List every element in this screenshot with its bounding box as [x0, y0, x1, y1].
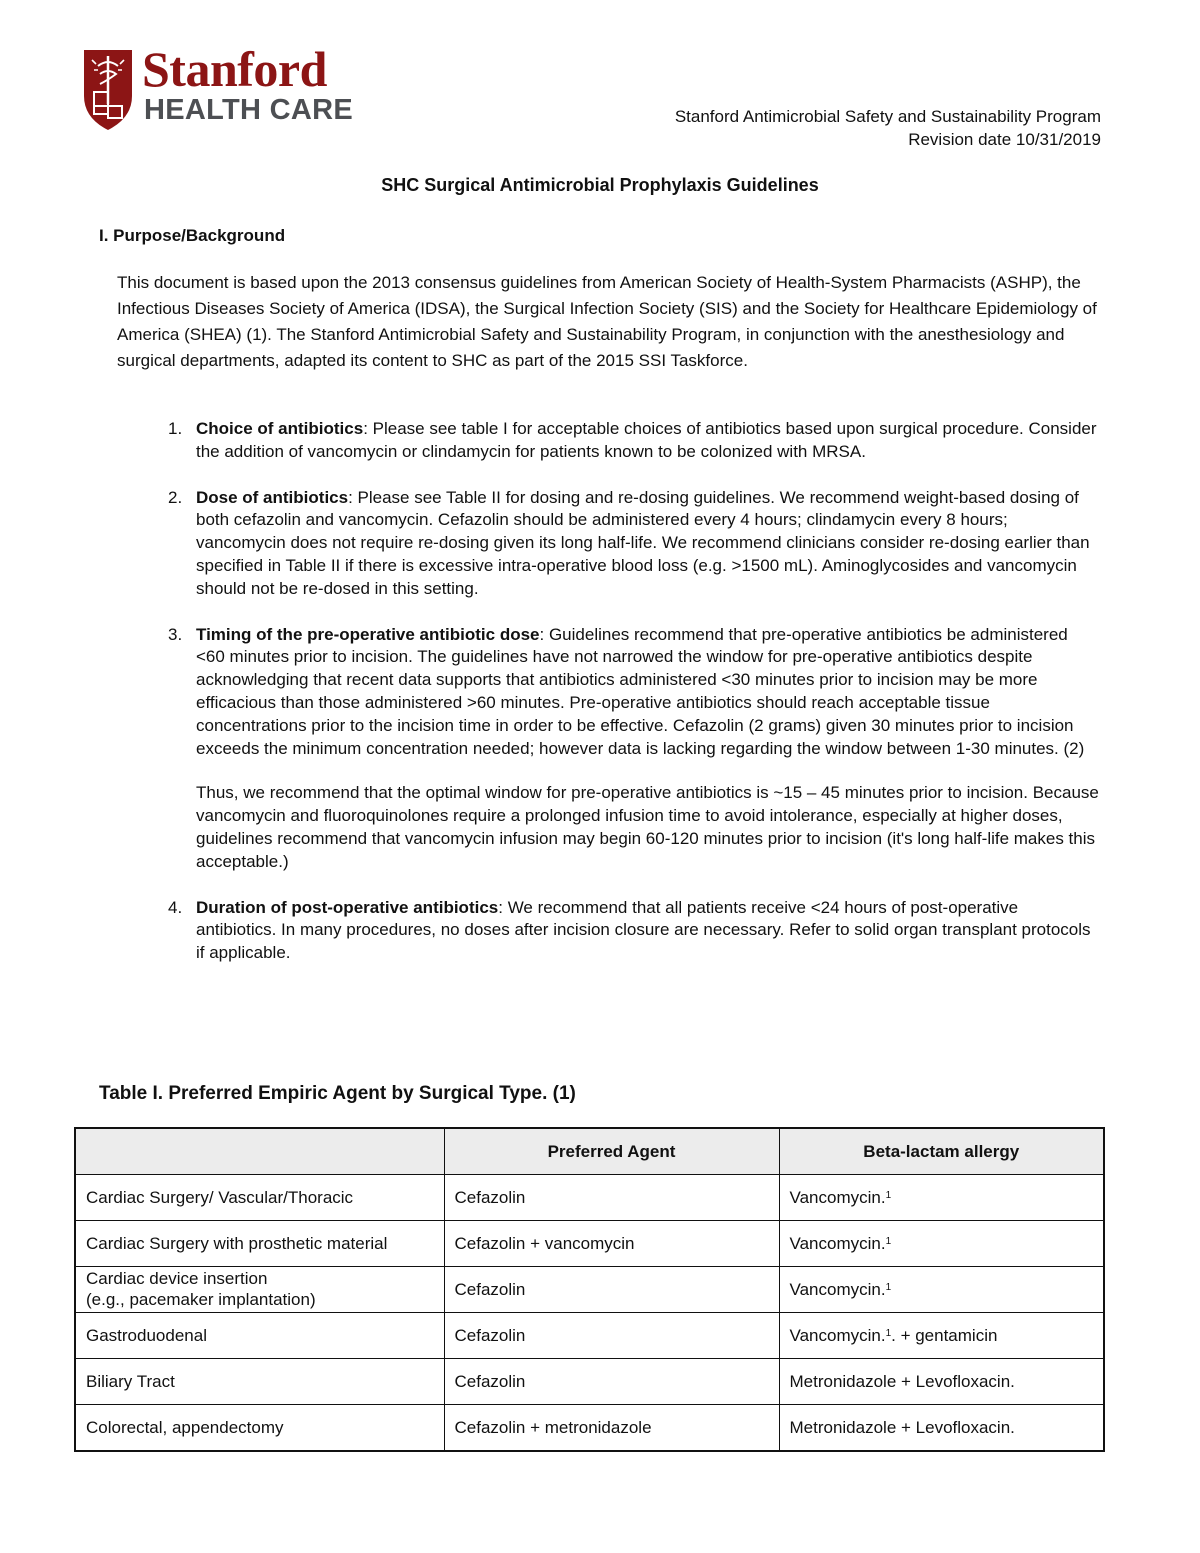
preferred-agent-cell: Cefazolin + metronidazole: [444, 1405, 779, 1451]
column-header: Preferred Agent: [444, 1128, 779, 1174]
brand-subtitle: HEALTH CARE: [144, 94, 353, 126]
footnote-ref: 1: [885, 1235, 892, 1247]
preferred-agent-cell: Cefazolin: [444, 1359, 779, 1405]
guideline-list: [160, 418, 1100, 965]
surgery-type-cell: Biliary Tract: [75, 1359, 444, 1405]
item-number: 2.: [168, 487, 183, 507]
preferred-agent-cell: Cefazolin: [444, 1312, 779, 1358]
item-text: : Guidelines recommend that pre-operative antibiotics be administered <60 minutes prior to incision. The guidelines have not narrowed the window for pre-operative antibiotics despite acknowledging that recent data supports that antibiotics administered <30 minutes prior to incision may be more efficacious than those administered >60 minutes. Pre-operative antibiotics should reach acceptable tissue concentrations prior to the incision time in order to be effective. Cefazolin (2 grams) given 30 minutes prior to incision exceeds the minimum concentration needed; however data is lacking regarding the window between 1-30 minutes. (2): [196, 624, 1085, 758]
footnote-ref: 1: [885, 1328, 892, 1340]
allergy-cell: Vancomycin.$^1$. + gentamicin: [779, 1312, 1104, 1358]
item-heading: Timing of the pre-operative antibiotic dose: [196, 624, 540, 644]
table-row: [75, 1266, 1104, 1312]
preferred-agent-cell: Cefazolin: [444, 1266, 779, 1312]
column-header: [75, 1128, 444, 1174]
item-heading: Choice of antibiotics: [196, 419, 364, 438]
surgery-type-cell: Colorectal, appendectomy: [75, 1405, 444, 1451]
table-row: [75, 1359, 1104, 1405]
header-info: [675, 105, 1101, 151]
table-row: [75, 1220, 1104, 1266]
allergy-cell: Vancomycin.$^1$: [779, 1266, 1104, 1312]
allergy-cell: Vancomycin.$^1$: [779, 1220, 1104, 1266]
allergy-cell: Vancomycin.$^1$: [779, 1174, 1104, 1220]
table-header-row: [75, 1128, 1104, 1174]
list-item: [160, 624, 1100, 874]
table-row: [75, 1312, 1104, 1358]
item-text: : Please see Table II for dosing and re-dosing guidelines. We recommend weight-based dosing of both cefazolin and vancomycin. Cefazolin should be administered every 4 hours; clindamycin every 8 hours; vancomycin does not require re-dosing given its long half-life. We recommend clinicians consider re-dosing earlier than specified in Table II if there is excessive intra-operative blood loss (e.g. >1500 mL). Aminoglycosides and vancomycin should not be re-dosed in this setting.: [196, 487, 1090, 598]
item-heading: Dose of antibiotics: [196, 487, 349, 507]
item-followup-text: Thus, we recommend that the optimal window for pre-operative antibiotics is ~15 – 45 minutes prior to incision. Because vancomycin and fluoroquinolones require a prolonged infusion time to avoid intolerance, especially at higher doses, guidelines recommend that vancomycin infusion may begin 60-120 minutes prior to incision (it's long half-life makes this acceptable.): [196, 783, 1099, 871]
table-title: Table I. Preferred Empiric Agent by Surgical Type. (1): [99, 1083, 576, 1104]
document-title: SHC Surgical Antimicrobial Prophylaxis Guidelines: [381, 175, 819, 195]
program-name: Stanford Antimicrobial Safety and Sustainability Program: [674, 107, 1101, 126]
surgery-type-cell: Cardiac Surgery with prosthetic material: [75, 1220, 444, 1266]
list-item: [160, 418, 1100, 464]
column-header: Beta-lactam allergy: [779, 1128, 1104, 1174]
section-heading: I. Purpose/Background: [99, 226, 286, 245]
item-number: 4.: [168, 897, 183, 917]
brand-name: Stanford: [142, 41, 327, 97]
item-heading: Duration of post-operative antibiotics: [196, 897, 499, 917]
preferred-agent-cell: Cefazolin + vancomycin: [444, 1220, 779, 1266]
allergy-cell: Metronidazole + Levofloxacin.: [779, 1405, 1104, 1451]
table-row: [75, 1174, 1104, 1220]
stanford-health-care-logo: [82, 41, 382, 134]
item-text: : Please see table I for acceptable choices of antibiotics based upon surgical procedure. Consider the addition of vancomycin or clindamycin for patients known to be colonized with MRSA.: [196, 419, 1097, 461]
list-item: [160, 897, 1100, 965]
surgery-type-cell: Cardiac device insertion (e.g., pacemaker implantation): [75, 1266, 444, 1312]
surgery-type-cell: Gastroduodenal: [75, 1312, 444, 1358]
preferred-agent-cell: Cefazolin: [444, 1174, 779, 1220]
allergy-cell: Metronidazole + Levofloxacin.: [779, 1359, 1104, 1405]
surgery-type-cell: Cardiac Surgery/ Vascular/Thoracic: [75, 1174, 444, 1220]
footnote-ref: 1: [885, 1281, 892, 1293]
agent-table: [74, 1127, 1105, 1452]
intro-paragraph: This document is based upon the 2013 consensus guidelines from American Society of Health-System Pharmacists (ASHP), the Infectious Diseases Society of America (IDSA), the Surgical Infection Society (SIS) and the Society for Healthcare Epidemiology of America (SHEA) (1). The Stanford Antimicrobial Safety and Sustainability Program, in conjunction with the anesthesiology and surgical departments, adapted its content to SHC as part of the 2015 SSI Taskforce.: [117, 273, 1097, 370]
list-item: [160, 487, 1100, 601]
item-text: : We recommend that all patients receive <24 hours of post-operative antibiotics. In many procedures, no doses after incision closure are necessary. Refer to solid organ transplant protocols if applicable.: [196, 897, 1091, 963]
item-number: 1.: [168, 419, 183, 438]
shield-emblem-icon: [82, 44, 134, 130]
item-number: 3.: [168, 624, 183, 644]
table-row: [75, 1405, 1104, 1451]
footnote-ref: 1: [885, 1189, 892, 1201]
revision-date: Revision date 10/31/2019: [908, 130, 1101, 149]
